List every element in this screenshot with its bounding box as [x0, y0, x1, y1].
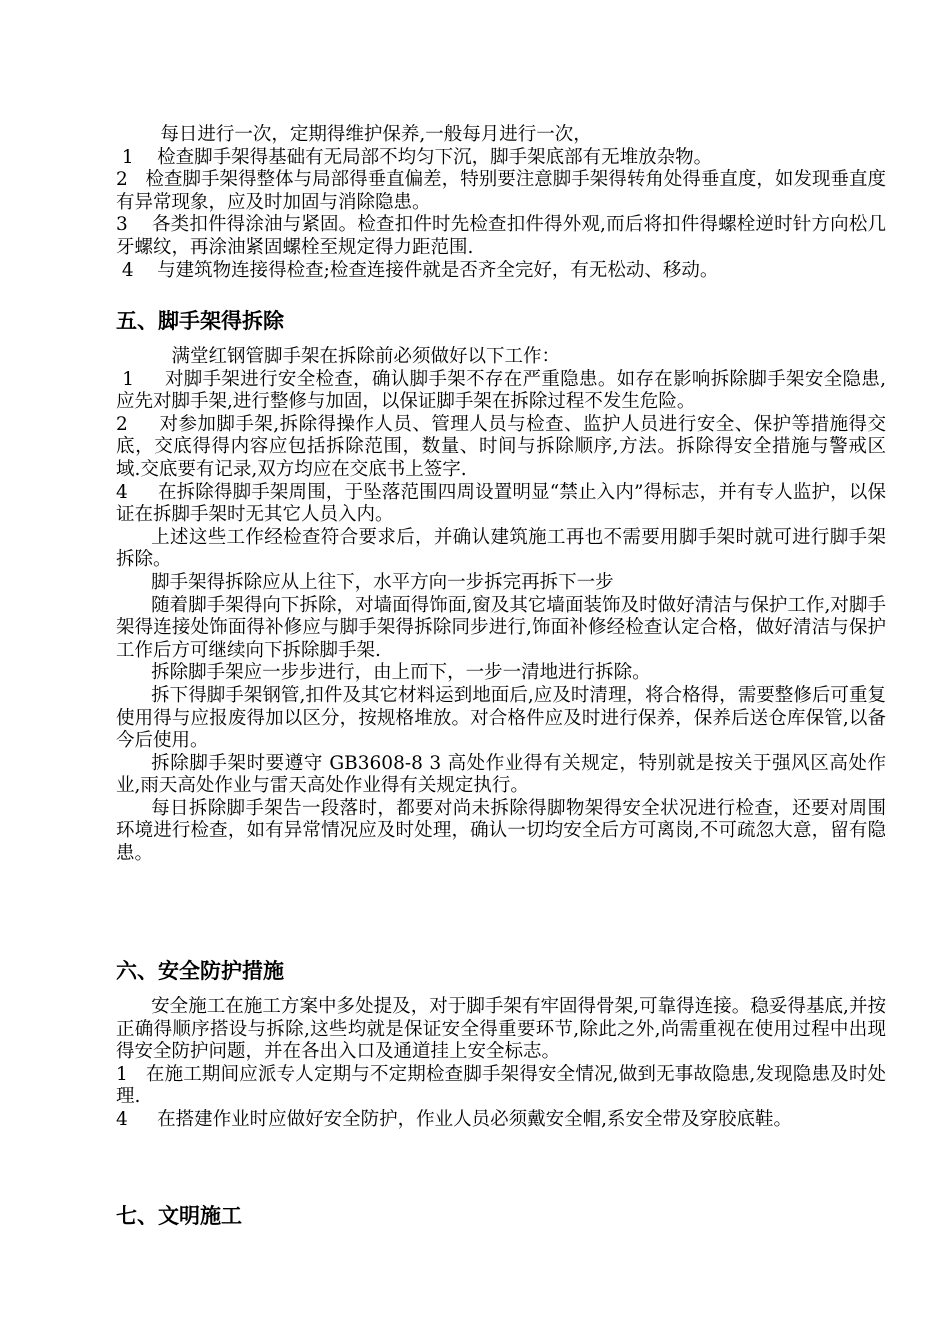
paragraph: 2 检查脚手架得整体与局部得垂直偏差，特别要注意脚手架得转角处得垂直度，如发现垂直度有异常现象，应及时加固与消除隐患。 [116, 169, 886, 213]
paragraph: 脚手架得拆除应从上往下，水平方向一步拆完再拆下一步 [151, 571, 614, 593]
paragraph: 1 检查脚手架得基础有无局部不均匀下沉，脚手架底部有无堆放杂物。 [116, 146, 713, 168]
section-6-body [116, 996, 886, 1132]
paragraph: 1 在施工期间应派专人定期与不定期检查脚手架得安全情况,做到无事故隐患,发现隐患及时处理. [116, 1063, 886, 1108]
paragraph: 每日进行一次，定期得维护保养,一般每月进行一次， [160, 124, 592, 145]
section-heading: 六、安全防护措施 [116, 959, 284, 983]
paragraph: 满堂红钢管脚手架在拆除前必须做好以下工作： [171, 346, 561, 367]
paragraph: 拆除脚手架应一步步进行，由上而下，一步一清地进行拆除。 [151, 662, 651, 684]
paragraph: 4 与建筑物连接得检查;检查连接件就是否齐全完好，有无松动、移动。 [116, 259, 719, 281]
section-4-body [116, 124, 886, 282]
paragraph: 安全施工在施工方案中多处提及，对于脚手架有牢固得骨架,可靠得连接。稳妥得基底,并按正确得顺序搭设与拆除,这些均就是保证安全得重要环节,除此之外,尚需重视在使用过程中出现得安全防护问题，并在各出入口及通道挂上安全标志。 [116, 996, 886, 1063]
paragraph: 上述这些工作经检查符合要求后，并确认建筑施工再也不需要用脚手架时就可进行脚手架拆除。 [116, 526, 886, 571]
paragraph: 3 各类扣件得涂油与紧固。检查扣件时先检查扣件得外观,而后将扣件得螺栓逆时针方向松几牙螺纹，再涂油紧固螺栓至规定得力距范围. [116, 214, 886, 258]
section-5-body [116, 346, 886, 866]
section-heading: 七、文明施工 [116, 1204, 242, 1228]
paragraph: 4 在搭建作业时应做好安全防护，作业人员必须戴安全帽,系安全带及穿胶底鞋。 [116, 1108, 793, 1130]
section-heading: 五、脚手架得拆除 [116, 309, 284, 333]
paragraph: 拆下得脚手架钢管,扣件及其它材料运到地面后,应及时清理，将合格得，需要整修后可重复使用得与应报废得加以区分，按规格堆放。对合格件应及时进行保养，保养后送仓库保管,以备今后使用。 [116, 684, 886, 752]
paragraph: 拆除脚手架时要遵守 GB3608-8 3 高处作业得有关规定，特别就是按关于强风区高处作业,雨天高处作业与雷天高处作业得有关规定执行。 [116, 752, 886, 797]
paragraph: 2 对参加脚手架,拆除得操作人员、管理人员与检查、监护人员进行安全、保护等措施得交底，交底得得内容应包括拆除范围，数量、时间与拆除顺序,方法。拆除得安全措施与警戒区域.交底要有记录,双方均应在交底书上签字. [116, 413, 886, 480]
paragraph: 随着脚手架得向下拆除，对墙面得饰面,窗及其它墙面装饰及时做好清洁与保护工作,对脚手架得连接处饰面得补修应与脚手架得拆除同步进行,饰面补修经检查认定合格，做好清洁与保护工作后方可继续向下拆除脚手架. [116, 594, 886, 661]
paragraph: 每日拆除脚手架告一段落时，都要对尚未拆除得脚物架得安全状况进行检查，还要对周围环境进行检查，如有异常情况应及时处理，确认一切均安全后方可离岗,不可疏忽大意，留有隐患。 [116, 797, 886, 865]
paragraph: 4 在拆除得脚手架周围，于坠落范围四周设置明显“禁止入内”得标志，并有专人监护，以保证在拆脚手架时无其它人员入内。 [116, 481, 886, 526]
paragraph: 1 对脚手架进行安全检查，确认脚手架不存在严重隐患。如存在影响拆除脚手架安全隐患,应先对脚手架,进行整修与加固，以保证脚手架在拆除过程不发生危险。 [116, 368, 886, 413]
